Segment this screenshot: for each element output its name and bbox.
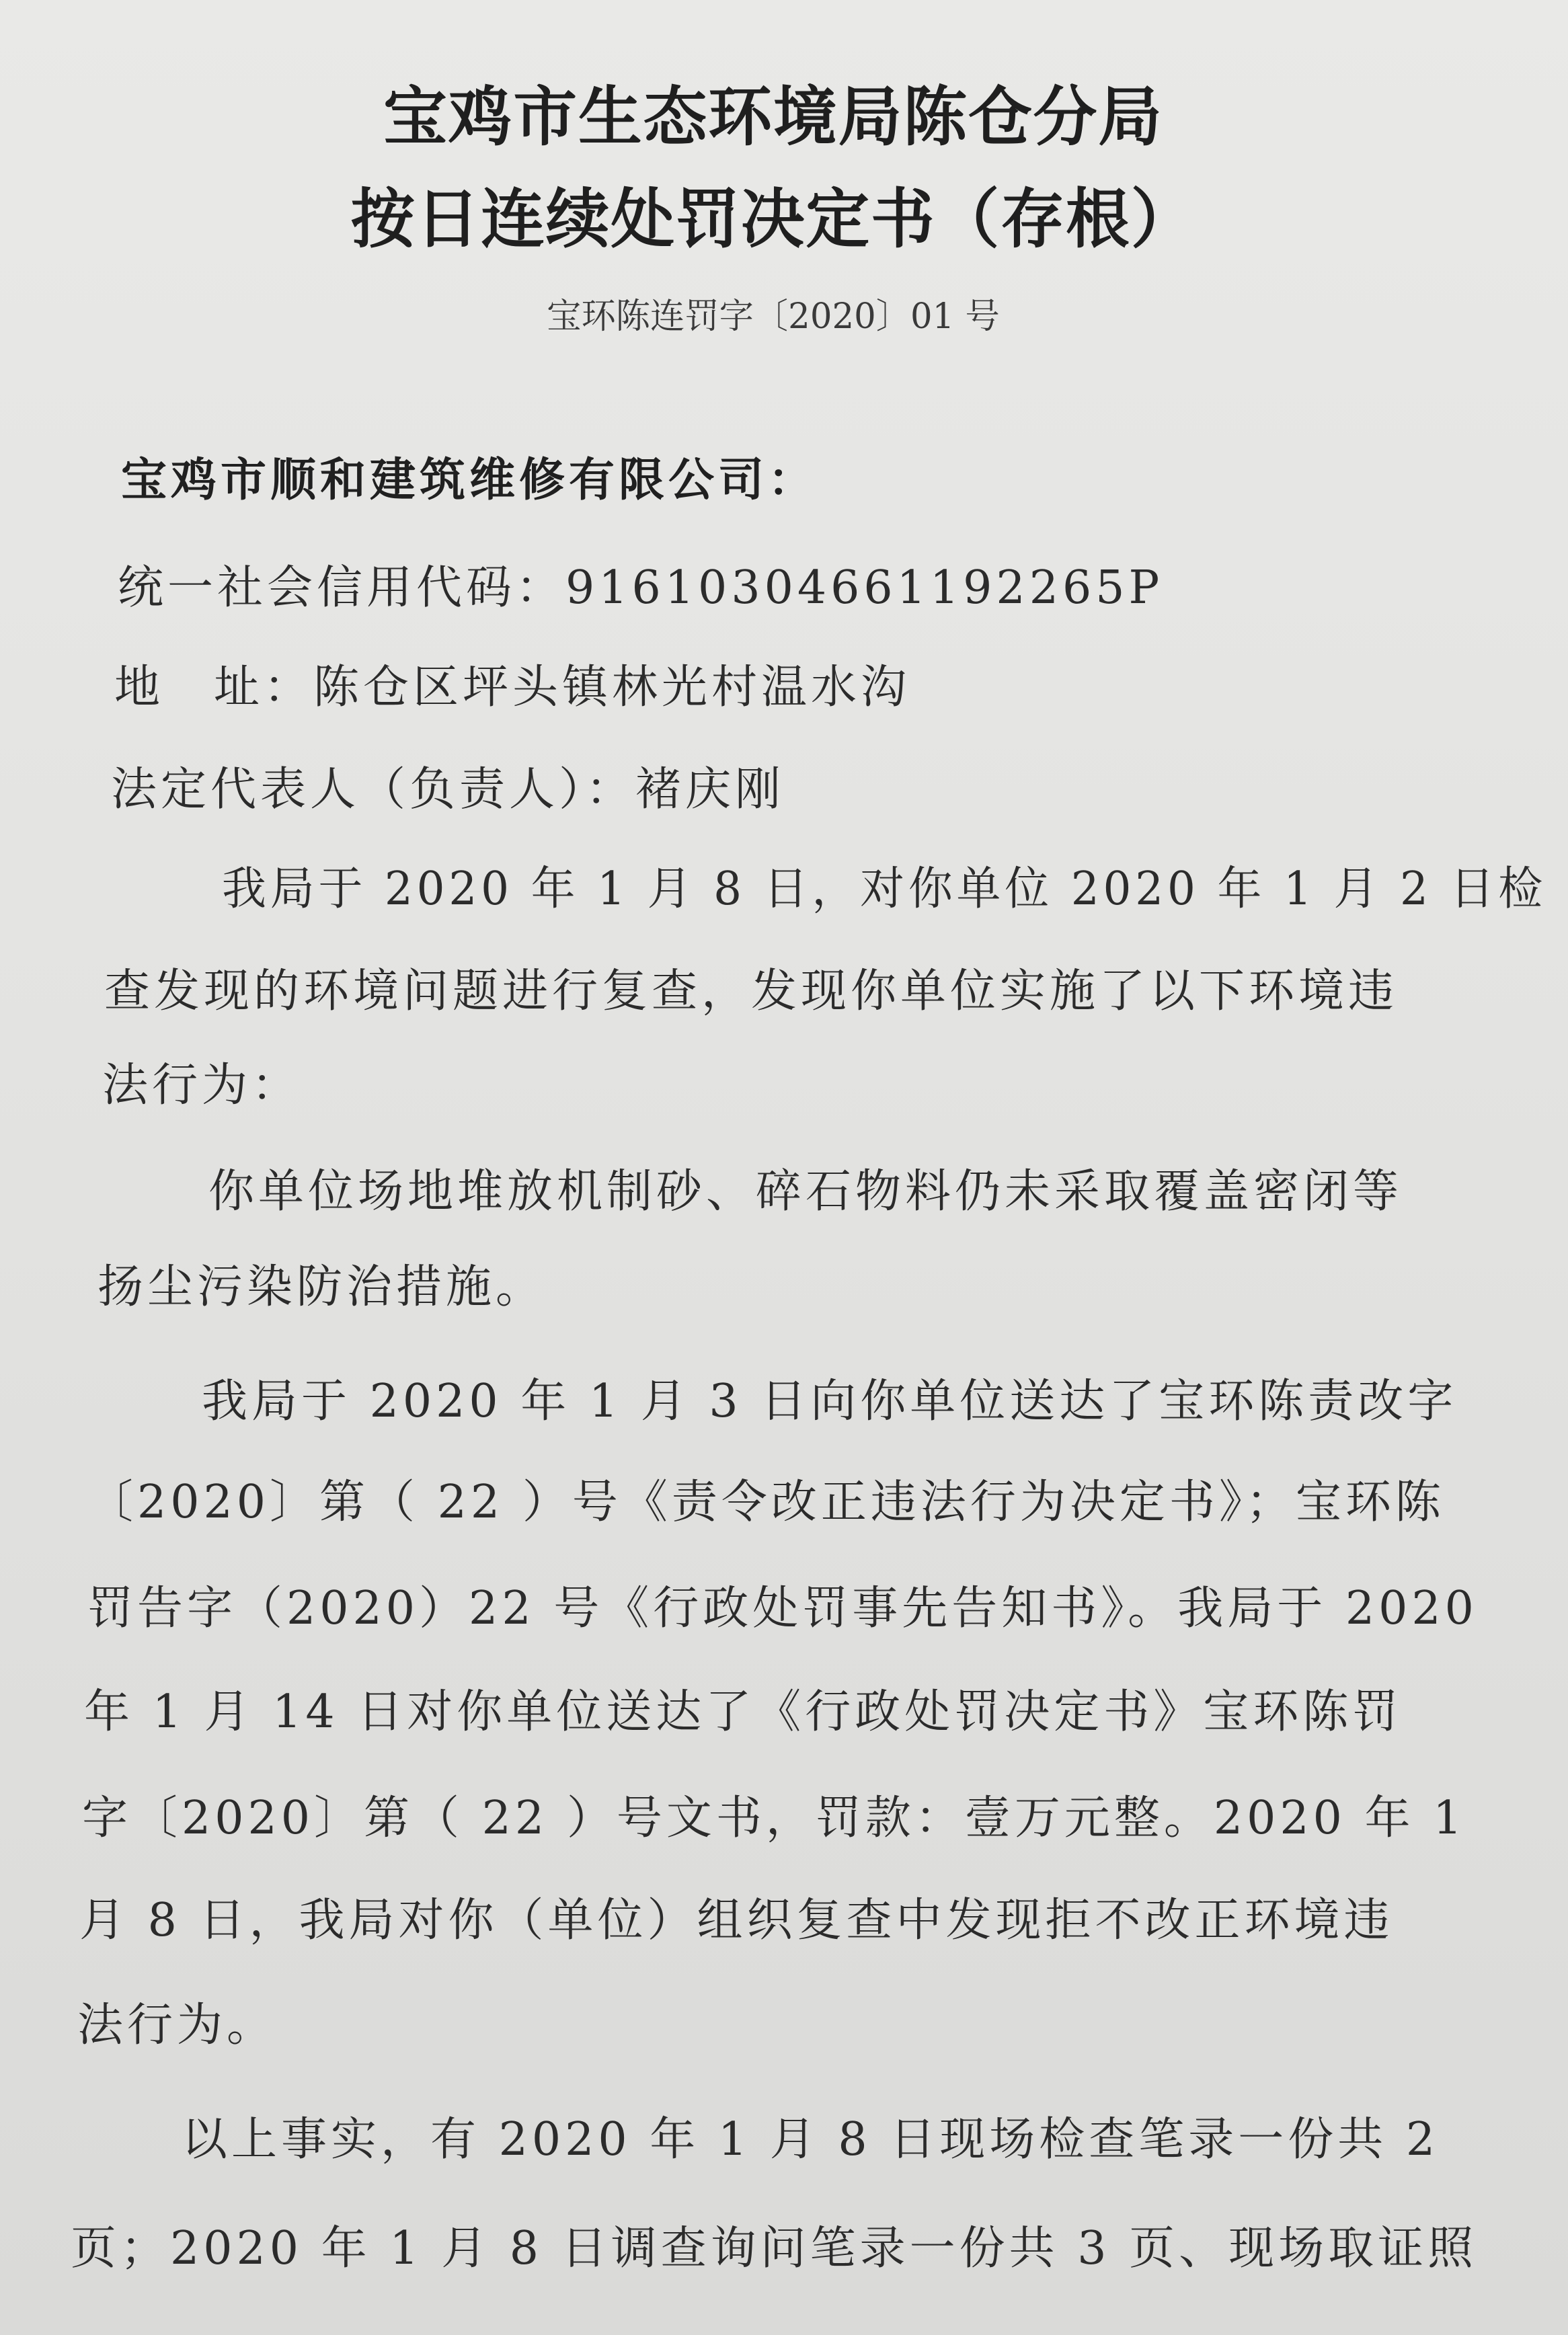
body-line: 我局于 2020 年 1 月 3 日向你单位送达了宝环陈责改字 [202,1375,1458,1428]
body-line: 月 8 日，我局对你（单位）组织复查中发现拒不改正环境违 [79,1894,1394,1947]
document-number: 宝环陈连罚字〔2020〕01 号 [547,296,1000,337]
body-line: 罚告字（2020）22 号《行政处罚事先告知书》。我局于 2020 [87,1582,1478,1635]
credit-code: 统一社会信用代码：91610304661192265P [118,561,1164,615]
body-line: 扬尘污染防治措施。 [97,1261,546,1314]
body-line: 年 1 月 14 日对你单位送达了《行政处罚决定书》宝环陈罚 [84,1686,1403,1739]
document-title-line-1: 宝鸡市生态环境局陈仓分局 [383,79,1163,155]
body-line: 法行为： [102,1059,302,1112]
body-line: 我局于 2020 年 1 月 8 日，对你单位 2020 年 1 月 2 日检 [222,863,1546,916]
body-line: 〔2020〕第（ 22 ）号《责令改正违法行为决定书》；宝环陈 [87,1476,1445,1529]
body-line: 页；2020 年 1 月 8 日调查询问笔录一份共 3 页、现场取证照 [71,2222,1478,2275]
document-title-line-2: 按日连续处罚决定书（存根） [350,182,1196,257]
body-line: 字〔2020〕第（ 22 ）号文书，罚款：壹万元整。2020 年 1 [82,1792,1466,1845]
body-line: 你单位场地堆放机制砂、碎石物料仍未采取覆盖密闭等 [208,1165,1403,1218]
recipient-name: 宝鸡市顺和建筑维修有限公司： [121,454,818,507]
legal-representative: 法定代表人（负责人）：褚庆刚 [111,763,785,816]
body-line: 以上事实，有 2020 年 1 月 8 日现场检查笔录一份共 2 [182,2113,1440,2166]
body-line: 查发现的环境问题进行复查，发现你单位实施了以下环境违 [104,965,1399,1018]
address: 地 址：陈仓区坪头镇林光村温水沟 [114,661,911,714]
body-line: 法行为。 [77,1999,277,2052]
